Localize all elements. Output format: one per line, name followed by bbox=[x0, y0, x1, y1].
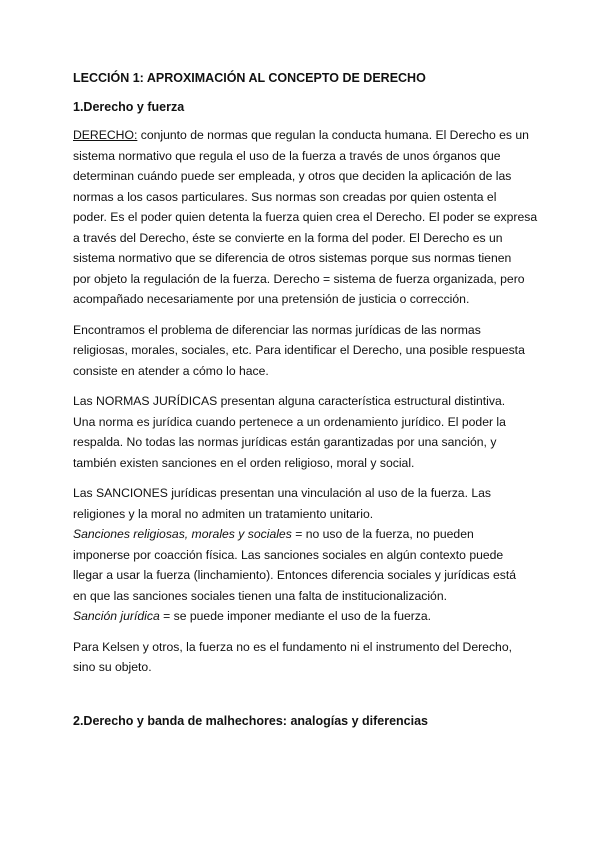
section-1-heading: 1.Derecho y fuerza bbox=[73, 100, 185, 114]
paragraph-line: normas a los casos particulares. Sus normas son creadas por quien ostenta el bbox=[73, 189, 497, 204]
paragraph-line: llegar a usar la fuerza (linchamiento). Entonces diferencia sociales y jurídicas está bbox=[73, 568, 517, 582]
paragraph-line: determinan cuándo puede ser empleada, y otros que deciden la aplicación de las bbox=[73, 169, 512, 183]
paragraph-normas-juridicas bbox=[73, 391, 533, 473]
paragraph-line: Una norma es jurídica cuando pertenece a un ordenamiento jurídico. El poder la bbox=[73, 414, 506, 429]
paragraph-line: Para Kelsen y otros, la fuerza no es el fundamento ni el instrumento del Derecho, bbox=[73, 639, 512, 654]
document-page bbox=[73, 68, 538, 739]
paragraph-line: Encontramos el problema de diferenciar las normas jurídicas de las normas bbox=[73, 322, 481, 337]
paragraph-kelsen bbox=[73, 637, 533, 678]
sancion-juridica-term: Sanción jurídica bbox=[73, 609, 160, 623]
paragraph-line: Las NORMAS JURÍDICAS presentan alguna característica estructural distintiva. bbox=[73, 394, 506, 408]
paragraph-derecho-definition bbox=[73, 125, 538, 310]
paragraph-line: Las SANCIONES jurídicas presentan una vinculación al uso de la fuerza. Las bbox=[73, 486, 491, 500]
paragraph-line: acompañado necesariamente por una pretensión de justicia o corrección. bbox=[73, 292, 470, 306]
paragraph-line: consiste en atender a cómo lo hace. bbox=[73, 363, 269, 378]
paragraph-line: sino su objeto. bbox=[73, 660, 152, 674]
paragraph-normas-problem bbox=[73, 320, 533, 382]
paragraph-line bbox=[73, 125, 533, 146]
paragraph-sanciones bbox=[73, 483, 533, 627]
paragraph-line-text: conjunto de normas que regulan la conducta humana. El Derecho es un bbox=[137, 128, 529, 142]
paragraph-line: a través del Derecho, éste se convierte en la forma del poder. El Derecho es un bbox=[73, 230, 503, 245]
paragraph-line: por objeto la regulación de la fuerza. Derecho = sistema de fuerza organizada, pero bbox=[73, 271, 525, 286]
paragraph-line: poder. Es el poder quien detenta la fuerza quien crea el Derecho. El poder se expresa bbox=[73, 210, 538, 224]
paragraph-line: también existen sanciones en el orden religioso, moral y social. bbox=[73, 455, 415, 470]
paragraph-line bbox=[73, 524, 533, 545]
sanciones-sociales-term: Sanciones religiosas, morales y sociales bbox=[73, 527, 292, 541]
section-2-heading: 2.Derecho y banda de malhechores: analogías y diferencias bbox=[73, 713, 428, 728]
paragraph-line: religiones y la moral no admiten un tratamiento unitario. bbox=[73, 506, 374, 521]
paragraph-line: sistema normativo que se diferencia de otros sistemas porque sus normas tienen bbox=[73, 251, 512, 265]
lesson-title: LECCIÓN 1: APROXIMACIÓN AL CONCEPTO DE DERECHO bbox=[73, 71, 426, 85]
paragraph-line: respalda. No todas las normas jurídicas están garantizadas por una sanción, y bbox=[73, 435, 497, 449]
section-spacer bbox=[73, 678, 533, 711]
paragraph-line: religiosas, morales, sociales, etc. Para identificar el Derecho, una posible respuesta bbox=[73, 343, 525, 357]
paragraph-line: sistema normativo que regula el uso de la fuerza a través de unos órganos que bbox=[73, 148, 501, 163]
paragraph-line: imponerse por coacción física. Las sanciones sociales en algún contexto puede bbox=[73, 547, 504, 562]
paragraph-line: en que las sanciones sociales tienen una falta de institucionalización. bbox=[73, 588, 447, 603]
paragraph-line-text: = no uso de la fuerza, no pueden bbox=[291, 527, 474, 541]
derecho-term: DERECHO: bbox=[73, 128, 138, 142]
paragraph-line-text: = se puede imponer mediante el uso de la fuerza. bbox=[159, 609, 432, 623]
paragraph-line bbox=[73, 606, 533, 627]
